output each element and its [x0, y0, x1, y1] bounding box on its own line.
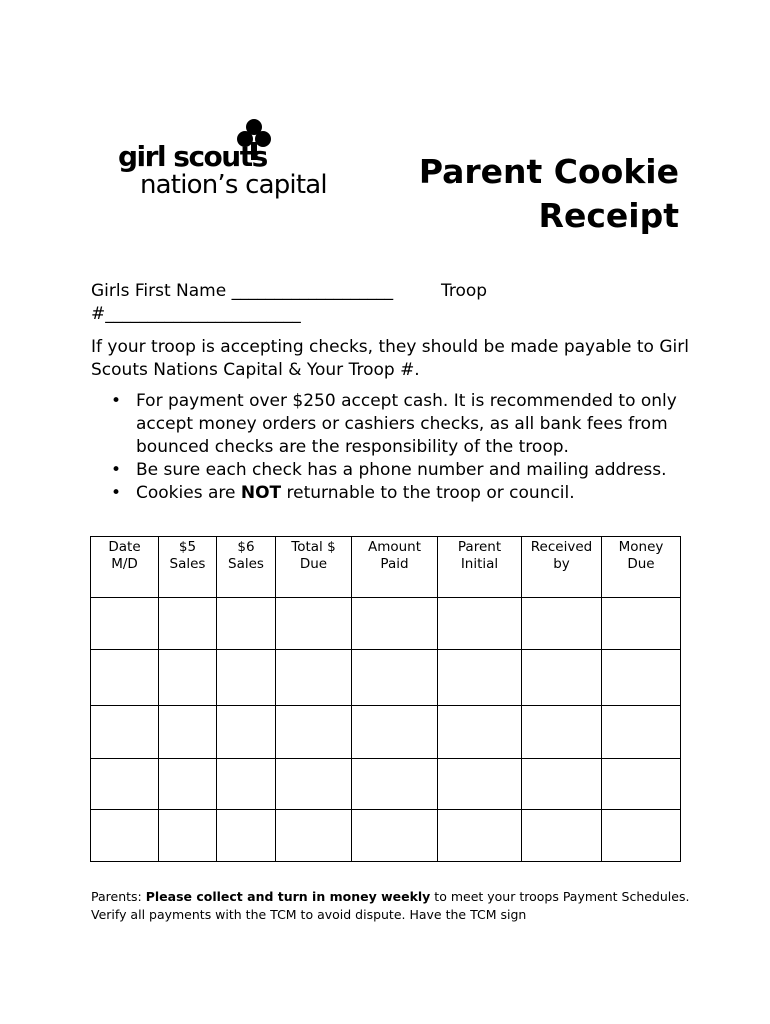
- table-cell[interactable]: [438, 810, 522, 862]
- table-cell[interactable]: [91, 650, 159, 706]
- column-header: [159, 537, 217, 598]
- logo-text-secondary: nation’s capital: [140, 170, 327, 200]
- list-item: • For payment over $250 accept cash. It is recommended to only accept money orders or cashiers checks, as all bank fees from bounced checks are the responsibility of the troop.: [91, 390, 691, 459]
- table-row: [91, 759, 681, 810]
- column-header-line1: $6: [237, 539, 255, 555]
- check-payable-instructions: If your troop is accepting checks, they should be made payable to Girl Scouts Nations Capital & Your Troop #.: [91, 337, 689, 380]
- list-item-text: Cookies are: [136, 483, 241, 503]
- footer-emphasis: Please collect and turn in money weekly: [145, 889, 431, 904]
- table-cell[interactable]: [217, 650, 276, 706]
- table-row: [91, 650, 681, 706]
- table-cell[interactable]: [159, 650, 217, 706]
- footer-prefix: Parents:: [91, 889, 146, 904]
- column-header-line2: Sales: [169, 556, 206, 572]
- table-cell[interactable]: [352, 759, 438, 810]
- table-cell[interactable]: [352, 598, 438, 650]
- table-cell[interactable]: [91, 759, 159, 810]
- column-header-line2: Due: [627, 556, 655, 572]
- table-cell[interactable]: [352, 706, 438, 759]
- column-header-line1: Total $: [291, 539, 336, 555]
- column-header-line1: Received: [530, 539, 593, 555]
- girls-first-name-field[interactable]: Girls First Name ___________________: [91, 281, 394, 301]
- logo-text-primary: girl scouts: [118, 140, 267, 173]
- table-cell[interactable]: [522, 598, 602, 650]
- column-header: [438, 537, 522, 598]
- table-cell[interactable]: [602, 759, 681, 810]
- table-row: [91, 598, 681, 650]
- table-cell[interactable]: [159, 598, 217, 650]
- table-body: [91, 598, 681, 862]
- footer-suffix: to meet your troops Payment Schedules. Verify all payments with the TCM to avoid dispute. Have the TCM sign: [91, 889, 690, 922]
- emphasis-not: NOT: [240, 483, 282, 503]
- list-item: [91, 482, 691, 505]
- table-header-row: [91, 537, 681, 598]
- table-cell[interactable]: [217, 810, 276, 862]
- table-cell[interactable]: [352, 650, 438, 706]
- column-header: [602, 537, 681, 598]
- table-cell[interactable]: [352, 810, 438, 862]
- table-cell[interactable]: [522, 650, 602, 706]
- table-cell[interactable]: [438, 650, 522, 706]
- column-header: [352, 537, 438, 598]
- column-header: [522, 537, 602, 598]
- table-cell[interactable]: [276, 759, 352, 810]
- title-line-1: Parent Cookie: [418, 152, 679, 191]
- column-header-line1: Money: [618, 539, 664, 555]
- table-cell[interactable]: [159, 810, 217, 862]
- table-cell[interactable]: [522, 759, 602, 810]
- table-cell[interactable]: [217, 598, 276, 650]
- table-cell[interactable]: [276, 650, 352, 706]
- table-cell[interactable]: [276, 706, 352, 759]
- column-header-line2: Initial: [460, 556, 499, 572]
- table-cell[interactable]: [602, 650, 681, 706]
- column-header-line1: Amount: [367, 539, 422, 555]
- table-cell[interactable]: [602, 598, 681, 650]
- table-cell[interactable]: [91, 810, 159, 862]
- table-row: [91, 810, 681, 862]
- table-cell[interactable]: [91, 706, 159, 759]
- table-cell[interactable]: [602, 706, 681, 759]
- column-header-line2: by: [553, 556, 570, 572]
- list-item: • Be sure each check has a phone number and mailing address.: [91, 459, 691, 482]
- table-cell[interactable]: [91, 598, 159, 650]
- troop-label: Troop: [441, 281, 488, 301]
- column-header-line2: Due: [299, 556, 328, 572]
- column-header: [276, 537, 352, 598]
- table-cell[interactable]: [522, 810, 602, 862]
- table-cell[interactable]: [522, 706, 602, 759]
- column-header-line2: Sales: [228, 556, 264, 572]
- list-item-text: returnable to the troop or council.: [281, 483, 575, 503]
- table-cell[interactable]: [602, 810, 681, 862]
- column-header: [91, 537, 159, 598]
- organization-logo: [118, 118, 338, 210]
- table-cell[interactable]: [276, 810, 352, 862]
- table-cell[interactable]: [159, 759, 217, 810]
- column-header: [217, 537, 276, 598]
- column-header-line1: $5: [178, 539, 197, 555]
- page-title: [359, 150, 679, 238]
- receipt-table: [90, 536, 681, 862]
- footer-note: [91, 888, 691, 924]
- column-header-line1: Parent: [457, 539, 502, 555]
- column-header-line2: M/D: [111, 556, 138, 572]
- column-header-line2: Paid: [380, 556, 409, 572]
- table-cell[interactable]: [276, 598, 352, 650]
- column-header-line1: Date: [108, 539, 141, 555]
- table-cell[interactable]: [217, 759, 276, 810]
- troop-number-field[interactable]: #_______________________: [91, 304, 301, 324]
- table-cell[interactable]: [438, 759, 522, 810]
- table-cell[interactable]: [438, 598, 522, 650]
- name-troop-fields: [91, 280, 691, 324]
- title-line-2: Receipt: [538, 196, 679, 235]
- payment-rules-list: [91, 390, 691, 505]
- table-cell[interactable]: [217, 706, 276, 759]
- table-cell[interactable]: [159, 706, 217, 759]
- table-row: [91, 706, 681, 759]
- table-cell[interactable]: [438, 706, 522, 759]
